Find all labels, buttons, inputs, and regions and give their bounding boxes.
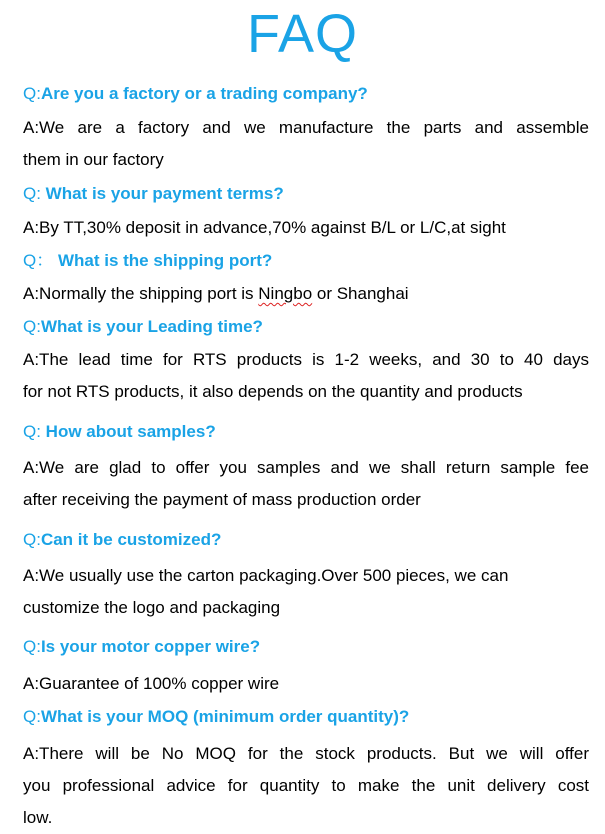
question-text: What is your MOQ (minimum order quantity)? [40,707,410,726]
faq-answer-copper-wire [23,668,589,700]
faq-question-payment [23,183,589,205]
answer-line: after receiving the payment of mass production order [23,490,421,509]
question-prefix: Q: [23,84,41,103]
answer-line: customize the logo and packaging [23,598,281,617]
question-text: How about samples? [45,422,216,441]
answer-line: A:We are glad to offer you samples and we shall return sample fee [23,458,589,477]
answer-line: A:We are a factory and we manufacture the parts and assemble [23,118,589,137]
answer-line: A:There will be No MOQ for the stock products. But we will offer [23,744,589,763]
question-text: Can it be customized? [40,530,222,549]
faq-question-leading-time [23,316,589,338]
page-title: FAQ [246,4,359,64]
question-text: What is your payment terms? [45,184,284,203]
question-text: What is your Leading time? [40,317,263,336]
spellcheck-word: Ningbo [258,284,313,303]
question-prefix: Q: [23,317,41,336]
faq-answer-shipping-port [23,278,589,310]
faq-answer-factory [23,112,589,176]
answer-line: for not RTS products, it also depends on the quantity and products [23,382,523,401]
question-text: Is your motor copper wire? [40,637,261,656]
question-prefix: Q: [23,184,46,203]
faq-question-moq [23,706,589,728]
faq-question-samples [23,421,589,443]
answer-line: A:By TT,30% deposit in advance,70% against B/L or L/C,at sight [23,218,506,237]
answer-line: low. [23,808,53,827]
answer-line [23,278,589,310]
faq-answer-samples [23,452,589,516]
faq-answer-moq [23,738,589,834]
answer-line: A:The lead time for RTS products is 1-2 weeks, and 30 to 40 days [23,350,589,369]
faq-question-customized [23,529,589,551]
question-prefix: Q: [23,707,41,726]
answer-line: you professional advice for quantity to make the unit delivery cost [23,776,589,795]
question-text: Are you a factory or a trading company? [40,84,368,103]
answer-line: A:We usually use the carton packaging.Over 500 pieces, we can [23,566,509,585]
answer-text: A:Normally the shipping port is [23,284,259,303]
faq-question-shipping-port [23,250,589,272]
faq-answer-customized [23,560,589,624]
question-prefix: Q： [23,251,58,270]
faq-question-copper-wire [23,636,589,658]
answer-text: or Shanghai [312,284,409,303]
faq-answer-payment [23,212,589,244]
answer-line: them in our factory [23,150,164,169]
faq-question-factory [23,83,589,105]
question-prefix: Q: [23,637,41,656]
question-prefix: Q: [23,530,41,549]
answer-line: A:Guarantee of 100% copper wire [23,674,280,693]
question-text: What is the shipping port? [57,251,273,270]
faq-answer-leading-time [23,344,589,408]
question-prefix: Q: [23,422,46,441]
